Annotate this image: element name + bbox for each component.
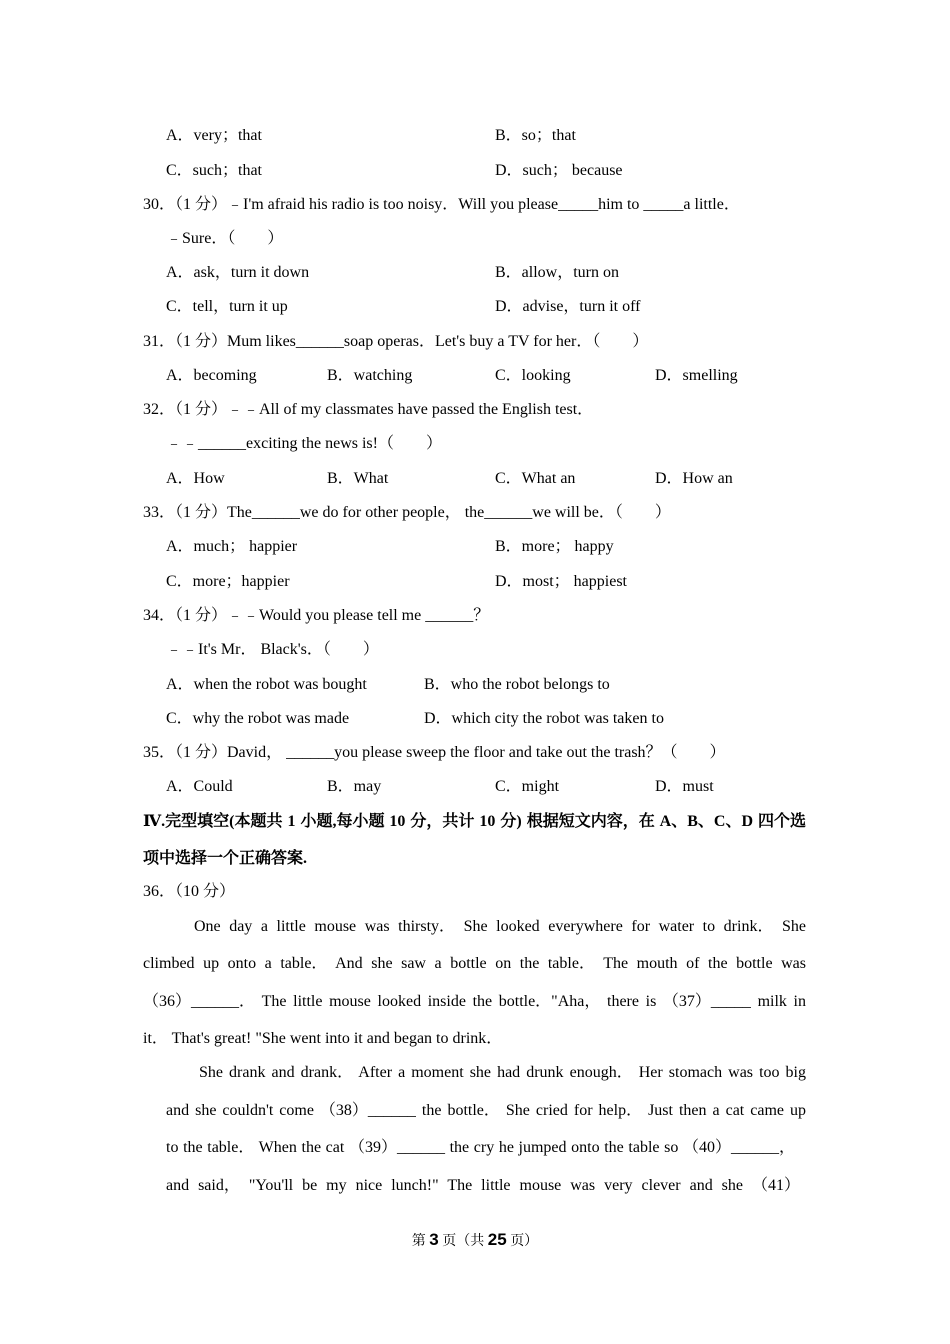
q32-option-b: B．What [327, 470, 389, 487]
passage-line: to the table． When the cat （39）______ the cry he jumped onto the table so （40）______， [166, 1139, 795, 1156]
footer-page-number: 3 [429, 1230, 439, 1249]
q30-option-c: C．tell，turn it up [166, 298, 288, 315]
q35-stem: 35．（1 分）David， ______you please sweep the floor and take out the trash？（ ） [143, 744, 726, 761]
q34-option-a: A．when the robot was bought [166, 676, 367, 693]
q36-stem: 36．（10 分） [143, 883, 236, 900]
q32-option-d: D．How an [655, 470, 733, 487]
q33-option-b: B．more； happy [495, 538, 614, 555]
passage-line: One day a little mouse was thirsty． She looked everywhere for water to drink． She [194, 918, 806, 935]
q34-option-c: C．why the robot was made [166, 710, 350, 727]
passage-line: and she couldn't come （38）______ the bottle． She cried for help． Just then a cat came up [166, 1102, 806, 1119]
q35-option-b: B．may [327, 778, 382, 795]
q30-stem: 30．（1 分）﹣I'm afraid his radio is too noisy．Will you please_____him to _____a little． [143, 196, 740, 213]
footer-label-before: 第 [411, 1234, 426, 1249]
q30-reply: ﹣Sure．（ ） [166, 230, 284, 247]
passage-line: （36）______． The little mouse looked inside the bottle．"Aha， there is （37）_____ milk in [143, 993, 806, 1010]
q30-option-b: B．allow，turn on [495, 264, 619, 281]
q31-option-a: A．becoming [166, 367, 257, 384]
q34-stem: 34．（1 分）﹣﹣Would you please tell me ______？ [143, 607, 490, 624]
passage-line: it． That's great! "She went into it and began to drink． [143, 1030, 503, 1047]
prev-question-option-c: C．such；that [166, 162, 262, 179]
q32-reply: ﹣﹣______exciting the news is!（ ） [166, 435, 442, 452]
section-4-heading-line-2: 项中选择一个正确答案. [143, 850, 308, 867]
q32-option-a: A．How [166, 470, 225, 487]
prev-question-option-a: A．very；that [166, 127, 262, 144]
q31-stem: 31．（1 分）Mum likes______soap operas．Let's buy a TV for her．（ ） [143, 333, 649, 350]
passage-line: She drank and drank． After a moment she had drunk enough． Her stomach was too big [199, 1064, 806, 1081]
footer-total-pages: 25 [487, 1230, 507, 1249]
q35-option-c: C．might [495, 778, 560, 795]
q34-option-d: D．which city the robot was taken to [424, 710, 664, 727]
prev-question-option-d: D．such； because [495, 162, 623, 179]
q35-option-a: A．Could [166, 778, 233, 795]
passage-line: climbed up onto a table． And she saw a bottle on the table． The mouth of the bottle was [143, 955, 806, 972]
q31-option-b: B．watching [327, 367, 413, 384]
q32-option-c: C．What an [495, 470, 576, 487]
prev-question-option-b: B．so；that [495, 127, 576, 144]
page-footer [0, 1230, 950, 1252]
q33-option-d: D．most； happiest [495, 573, 627, 590]
q35-option-d: D．must [655, 778, 714, 795]
footer-label-middle: 页（共 [442, 1234, 485, 1249]
q30-option-a: A．ask，turn it down [166, 264, 310, 281]
q30-option-d: D．advise，turn it off [495, 298, 641, 315]
footer-label-after: 页） [510, 1234, 539, 1249]
q33-option-a: A．much； happier [166, 538, 298, 555]
section-4-heading-line-1: Ⅳ.完型填空(本题共 1 小题,每小题 10 分，共计 10 分) 根据短文内容，在 A、B、C、D 四个选 [143, 813, 806, 830]
q31-option-c: C．looking [495, 367, 571, 384]
q32-stem: 32．（1 分）﹣﹣All of my classmates have passed the English test． [143, 401, 594, 418]
q33-option-c: C．more；happier [166, 573, 290, 590]
q34-reply: ﹣﹣It's Mr． Black's．（ ） [166, 641, 379, 658]
q33-stem: 33．（1 分）The______we do for other people， the______we will be．（ ） [143, 504, 671, 521]
q31-option-d: D．smelling [655, 367, 738, 384]
q34-option-b: B．who the robot belongs to [424, 676, 610, 693]
passage-line: and said， "You'll be my nice lunch!" The little mouse was very clever and she （41） [166, 1177, 800, 1194]
